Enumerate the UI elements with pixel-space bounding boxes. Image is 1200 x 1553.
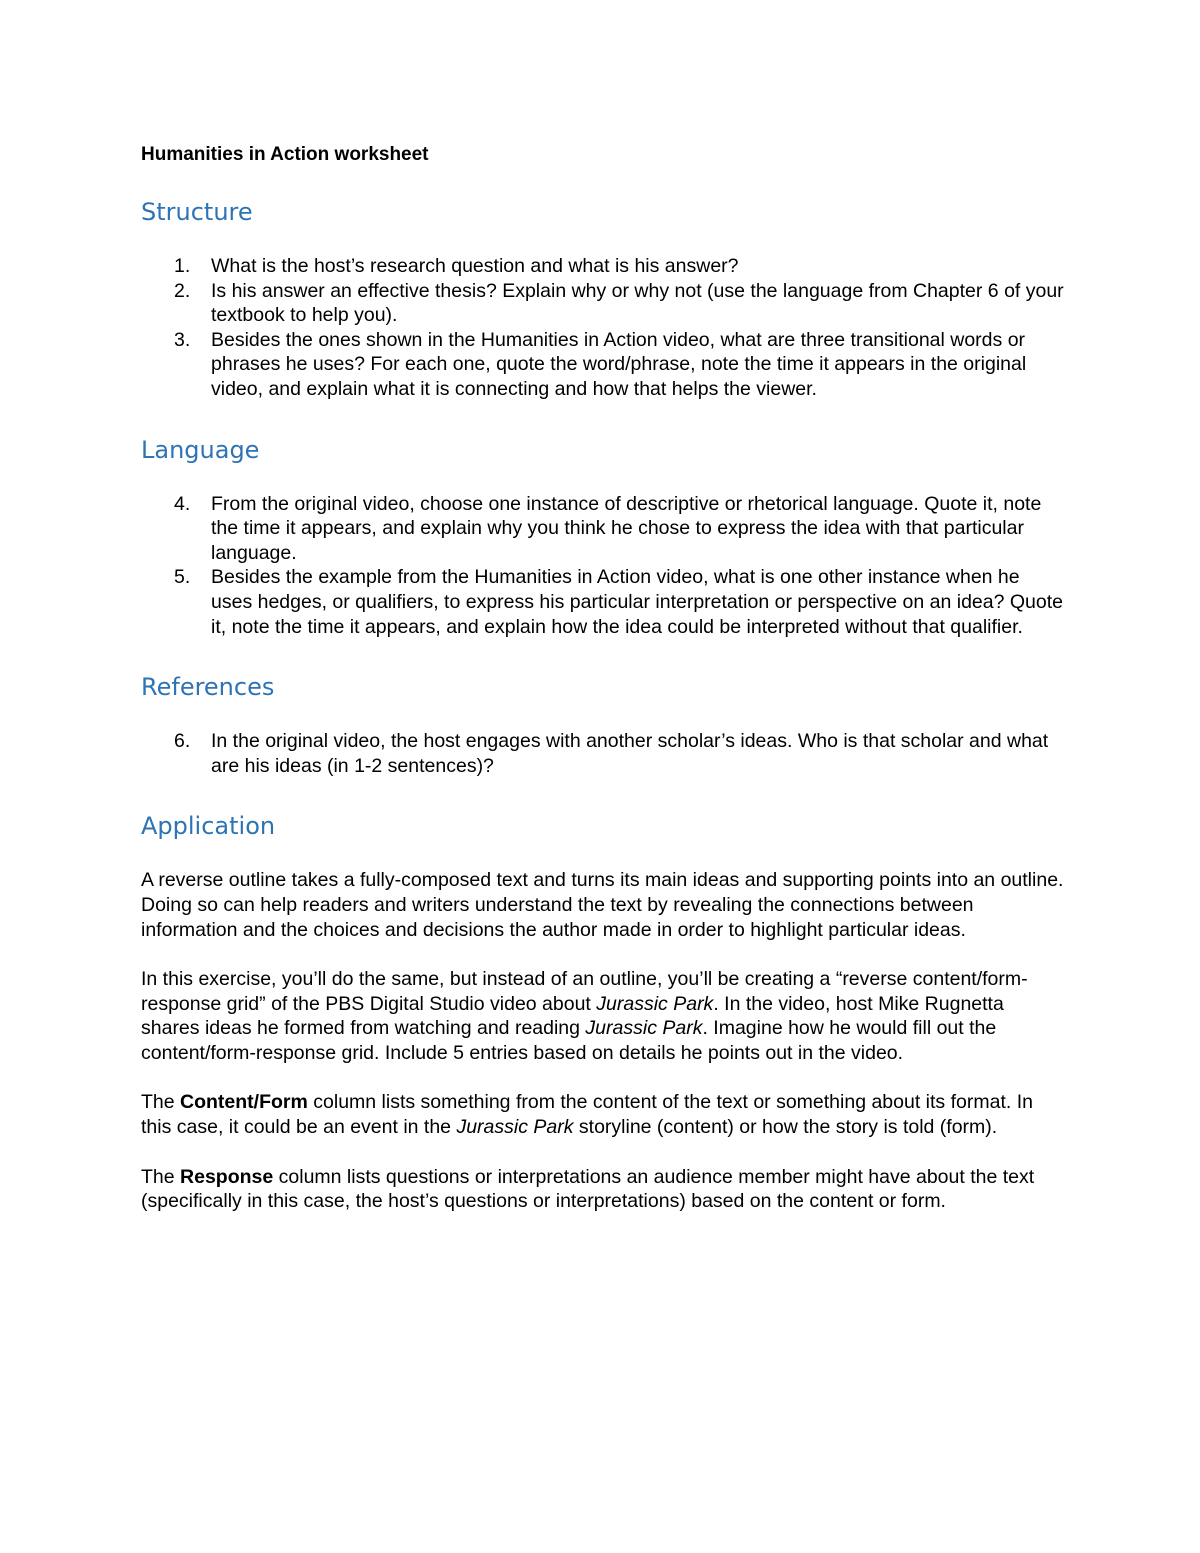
structure-question-list [141,254,1066,402]
question-number: 1. [174,255,191,277]
italic-title: Jurassic Park [585,1017,703,1040]
references-heading: References [141,673,275,702]
question-item [141,729,1066,778]
question-number: 5. [174,566,191,589]
content-form-paragraph [141,1090,1066,1139]
question-number: 4. [174,492,191,515]
response-paragraph [141,1165,1066,1214]
language-question-list [141,492,1066,640]
question-text: Is his answer an effective thesis? Explain why or why not (use the language from Chapter 6 of your textbook to help you). [211,279,1064,327]
text-run: column lists questions or interpretations an audience member might have about the text (specifically in this case, the host’s questions or interpretations) based on the content or form. [141,1165,1035,1213]
question-text: Besides the example from the Humanities in Action video, what is one other instance when he uses hedges, or qualifiers, to express his particular interpretation or perspective on an idea? Quote it, note the time it appears, and explain how the idea could be interpreted without that qualifier. [211,566,1063,638]
question-text: What is the host’s research question and what is his answer? [211,255,739,277]
document-title: Humanities in Action worksheet [141,144,429,165]
question-text: In the original video, the host engages with another scholar’s ideas. Who is that scholar and what are his ideas (in 1-2 sentences)? [211,730,1049,777]
bold-term: Response [180,1165,274,1188]
text-run: In this exercise, you’ll do the same, but instead of an outline, you’ll be creating a “reverse content/form-response grid” of the PBS Digital Studio video about [141,968,1028,1015]
question-number: 2. [174,279,191,302]
question-item [141,565,1066,639]
reverse-outline-paragraph: A reverse outline takes a fully-composed text and turns its main ideas and supporting points into an outline. Doing so can help readers and writers understand the text by revealing the connections between information and the choices and decisions the author made in order to highlight particular ideas. [141,869,1064,941]
question-item [141,279,1066,328]
bold-term: Content/Form [180,1091,308,1114]
application-heading: Application [141,812,276,841]
references-question-list [141,729,1066,778]
question-text: Besides the ones shown in the Humanities in Action video, what are three transitional words or phrases he uses? For each one, quote the word/phrase, note the time it appears in the original video, and explain what it is connecting and how that helps the viewer. [211,328,1027,400]
worksheet-page [141,140,1066,1214]
exercise-paragraph [141,967,1066,1065]
text-run: The [141,1165,181,1188]
question-item [141,328,1066,402]
question-item [141,254,1066,279]
italic-title: Jurassic Park [596,992,714,1015]
text-run: storyline (content) or how the story is told (form). [573,1116,998,1139]
text-run: The [141,1091,181,1114]
question-number: 6. [174,730,191,753]
question-item [141,492,1066,566]
question-number: 3. [174,328,191,351]
text-run: . In the video, host Mike Rugnetta shares ideas he formed from watching and reading [141,992,1004,1040]
text-run: . Imagine how he would fill out the content/form-response grid. Include 5 entries based on details he points out in the video. [141,1017,997,1064]
structure-heading: Structure [141,198,253,226]
language-heading: Language [141,435,260,464]
italic-title: Jurassic Park [456,1116,574,1139]
question-text: From the original video, choose one instance of descriptive or rhetorical language. Quote it, note the time it appears, and explain why you think he chose to express the idea with that particular language. [211,492,1042,564]
text-run: column lists something from the content of the text or something about its format. In this case, it could be an event in the [141,1091,1033,1139]
